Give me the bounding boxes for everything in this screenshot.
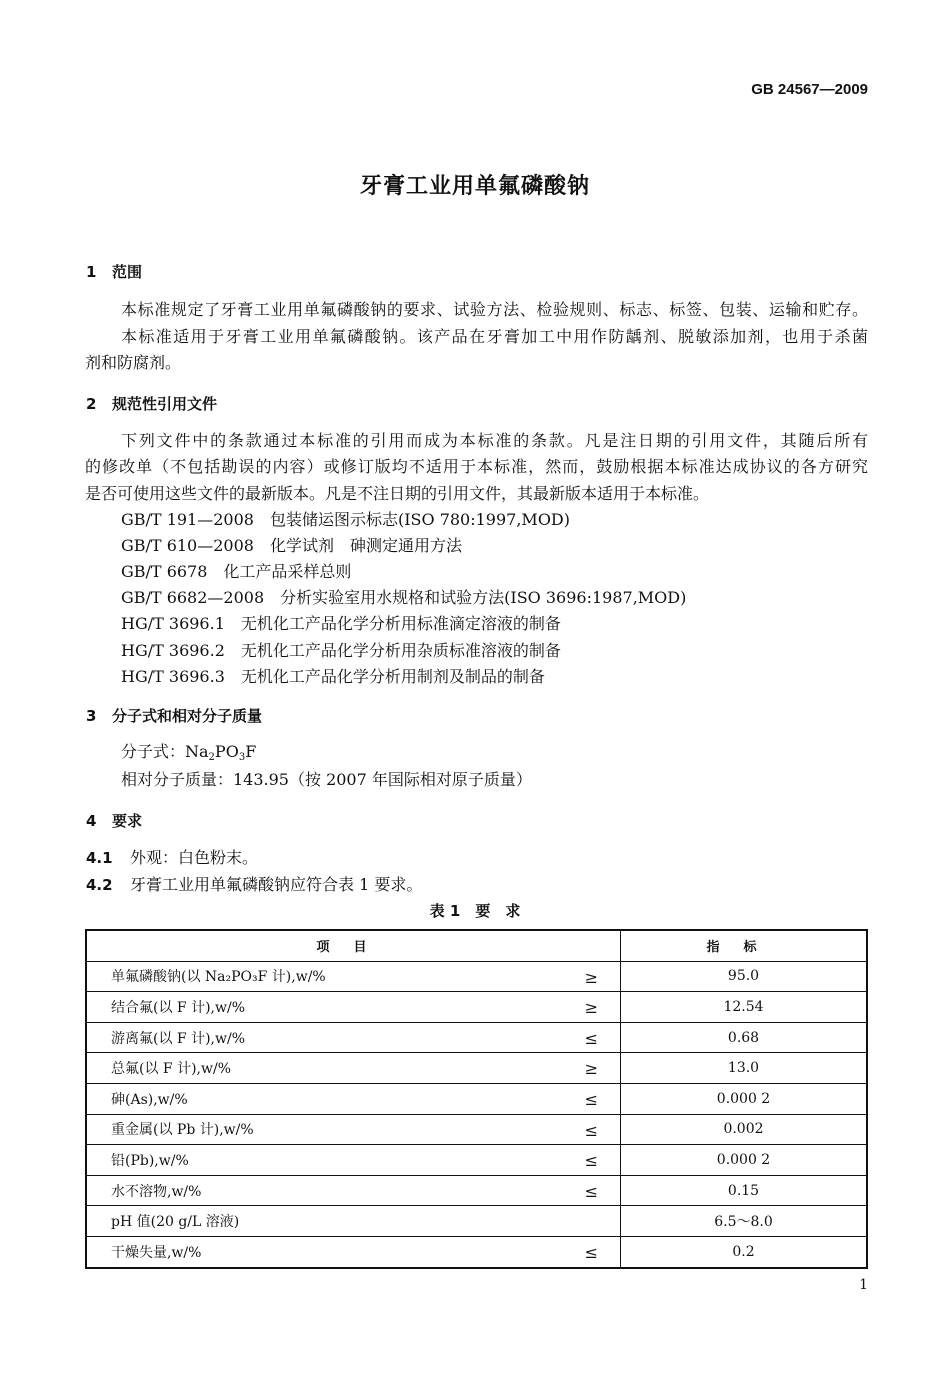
- item-cell: [86, 1022, 621, 1053]
- item-cell: [86, 1114, 621, 1145]
- table-row: [86, 1114, 867, 1145]
- normative-reference: [121, 614, 561, 634]
- comparison-operator: ≤: [584, 1028, 598, 1048]
- normative-reference: [121, 667, 545, 687]
- item-cell: [86, 1175, 621, 1206]
- item-name: pH 值(20 g/L 溶液): [111, 1214, 240, 1231]
- section-number: 4: [86, 812, 97, 830]
- table-row: [86, 992, 867, 1023]
- comparison-operator: ≥: [584, 1059, 598, 1079]
- paragraph-line: 本标准规定了牙膏工业用单氟磷酸钠的要求、试验方法、检验规则、标志、标签、包装、运输和贮存。: [121, 300, 868, 319]
- value-cell: 12.54: [621, 992, 868, 1023]
- clause-4-1: [86, 848, 258, 868]
- reference-code: HG/T 3696.1: [121, 614, 225, 634]
- paragraph-line: 的修改单（不包括勘误的内容）或修订版均不适用于本标准，然而，鼓励根据本标准达成协议的各方研究: [85, 457, 868, 476]
- section-title: 范围: [112, 263, 143, 281]
- clause-number: 4.2: [86, 876, 113, 894]
- comparison-operator: ≤: [584, 1242, 598, 1262]
- table-row: [86, 1022, 867, 1053]
- reference-code: GB/T 610—2008: [121, 536, 254, 556]
- item-cell: [86, 1053, 621, 1084]
- item-name: 铅(Pb),w/%: [111, 1152, 189, 1169]
- column-header-value: 指标: [621, 930, 868, 961]
- item-cell: [86, 1083, 621, 1114]
- normative-reference: [121, 510, 570, 530]
- formula-part: F: [245, 742, 257, 761]
- formula-part: PO: [214, 742, 239, 761]
- document-title: 牙膏工业用单氟磷酸钠: [359, 174, 590, 199]
- clause-number: 4.1: [86, 849, 113, 867]
- clause-text: 外观：白色粉末。: [130, 848, 259, 867]
- section-2-heading: [86, 394, 217, 414]
- paragraph-line: 剂和防腐剂。: [85, 353, 182, 372]
- item-name: 砷(As),w/%: [111, 1091, 188, 1108]
- reference-code: HG/T 3696.3: [121, 666, 225, 686]
- clause-4-2: [86, 875, 422, 895]
- value-cell: 0.2: [621, 1236, 868, 1267]
- reference-title: 分析实验室用水规格和试验方法(ISO 3696:1987,MOD): [280, 588, 687, 608]
- item-cell: [86, 992, 621, 1023]
- comparison-operator: ≥: [584, 998, 598, 1018]
- normative-reference: [121, 588, 686, 608]
- paragraph-line: 下列文件中的条款通过本标准的引用而成为本标准的条款。凡是注日期的引用文件，其随后所有: [121, 431, 868, 450]
- reference-title: 包装储运图示标志(ISO 780:1997,MOD): [269, 510, 571, 529]
- reference-title: 无机化工产品化学分析用标准滴定溶液的制备: [240, 614, 561, 634]
- table-row: [86, 1206, 867, 1237]
- table-caption: 表 1 要 求: [429, 902, 521, 920]
- item-name: 干燥失量,w/%: [111, 1244, 202, 1261]
- standard-number: GB 24567—2009: [751, 81, 868, 98]
- comparison-operator: ≤: [584, 1120, 598, 1140]
- value-cell: 0.68: [621, 1022, 868, 1053]
- value-cell: 0.002: [621, 1114, 868, 1145]
- section-number: 3: [86, 707, 97, 725]
- page-number: 1: [859, 1277, 868, 1293]
- subscript: 2: [208, 752, 215, 763]
- column-header-item: 项目: [86, 930, 621, 961]
- table-row: [86, 1175, 867, 1206]
- paragraph-line: 本标准适用于牙膏工业用单氟磷酸钠。该产品在牙膏加工中用作防龋剂、脱敏添加剂，也用于杀菌: [121, 327, 868, 346]
- table-row: [86, 1236, 867, 1267]
- reference-code: GB/T 6682—2008: [121, 588, 265, 608]
- item-name: 重金属(以 Pb 计),w/%: [111, 1122, 254, 1139]
- item-name: 总氟(以 F 计),w/%: [111, 1061, 231, 1078]
- item-cell: [86, 961, 621, 992]
- item-name: 水不溶物,w/%: [111, 1183, 202, 1200]
- table-row: [86, 961, 867, 992]
- item-name: 结合氟(以 F 计),w/%: [111, 999, 245, 1016]
- value-cell: 6.5～8.0: [621, 1206, 868, 1237]
- value-cell: 95.0: [621, 961, 868, 992]
- requirements-table: [85, 929, 868, 1269]
- section-title: 要求: [112, 812, 143, 830]
- value-cell: 0.15: [621, 1175, 868, 1206]
- reference-code: GB/T 6678: [121, 562, 208, 582]
- value-cell: 13.0: [621, 1053, 868, 1084]
- item-cell: [86, 1236, 621, 1267]
- section-4-heading: [86, 811, 142, 831]
- item-name: 单氟磷酸钠(以 Na₂PO₃F 计),w/%: [111, 969, 326, 986]
- reference-code: GB/T 191—2008: [121, 510, 254, 529]
- clause-text: 牙膏工业用单氟磷酸钠应符合表 1 要求。: [130, 875, 423, 894]
- reference-title: 无机化工产品化学分析用制剂及制品的制备: [240, 666, 545, 686]
- molecular-mass: 相对分子质量：143.95（按 2007 年国际相对原子质量）: [121, 770, 532, 789]
- item-cell: [86, 1145, 621, 1176]
- reference-code: HG/T 3696.2: [121, 640, 225, 660]
- paragraph-line: 是否可使用这些文件的最新版本。凡是不注日期的引用文件，其最新版本适用于本标准。: [85, 484, 710, 503]
- section-1-heading: [86, 262, 142, 282]
- comparison-operator: ≤: [584, 1181, 598, 1201]
- normative-reference: [121, 641, 561, 661]
- section-number: 1: [86, 263, 97, 281]
- reference-title: 无机化工产品化学分析用杂质标准溶液的制备: [240, 640, 561, 660]
- table-row: [86, 1053, 867, 1084]
- normative-reference: [121, 562, 351, 582]
- section-title: 规范性引用文件: [112, 395, 218, 413]
- value-cell: 0.000 2: [621, 1145, 868, 1176]
- item-cell: [86, 1206, 621, 1237]
- table-header-row: [86, 930, 867, 961]
- normative-reference: [121, 536, 462, 556]
- reference-title: 化工产品采样总则: [223, 562, 352, 582]
- section-title: 分子式和相对分子质量: [112, 707, 263, 725]
- comparison-operator: ≤: [584, 1151, 598, 1171]
- item-name: 游离氟(以 F 计),w/%: [111, 1030, 245, 1047]
- molecular-formula: [121, 742, 256, 768]
- formula-label: 分子式：Na: [121, 742, 209, 761]
- subscript: 3: [238, 752, 246, 763]
- comparison-operator: ≤: [584, 1089, 598, 1109]
- section-3-heading: [86, 706, 262, 726]
- comparison-operator: ≥: [584, 967, 598, 987]
- reference-title: 化学试剂 砷测定通用方法: [269, 536, 462, 556]
- section-number: 2: [86, 395, 97, 413]
- table-row: [86, 1145, 867, 1176]
- value-cell: 0.000 2: [621, 1083, 868, 1114]
- table-row: [86, 1083, 867, 1114]
